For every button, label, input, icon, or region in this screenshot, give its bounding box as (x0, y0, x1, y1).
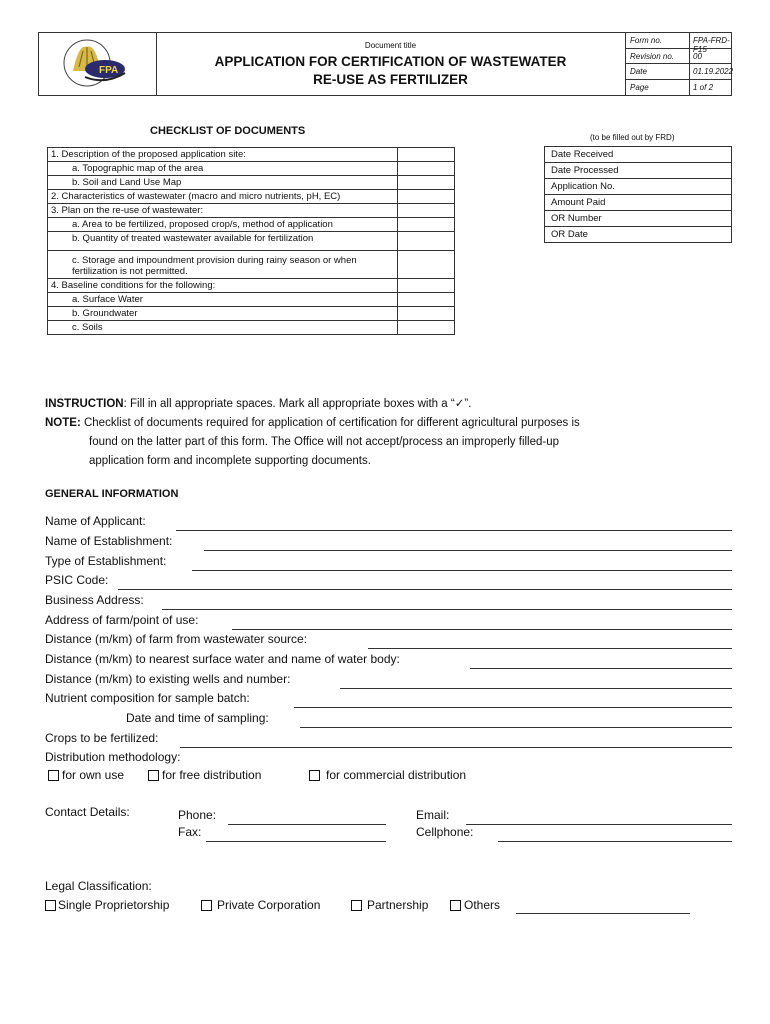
establishment-name-field[interactable] (204, 550, 732, 551)
contact-details-label: Contact Details: (45, 805, 130, 819)
nutrient-composition-label: Nutrient composition for sample batch: (45, 691, 250, 705)
nutrient-composition-field[interactable] (294, 707, 732, 708)
logo-cell (39, 33, 157, 95)
frd-or-date: OR Date (545, 227, 732, 243)
document-title (156, 53, 625, 89)
check-box[interactable] (398, 148, 455, 162)
note-line-1: Checklist of documents required for application of certification for different agricultural purposes is (83, 417, 580, 429)
distance-surface-water-label: Distance (m/km) to nearest surface water and name of water body: (45, 652, 400, 666)
legal-classification-label: Legal Classification: (45, 879, 152, 893)
legal-partnership-option[interactable]: Partnership (351, 898, 428, 912)
note-line-2: found on the latter part of this form. The Office will not accept/process an improperly filled-up (89, 436, 560, 448)
distance-surface-water-field[interactable] (470, 668, 732, 669)
distance-wastewater-label: Distance (m/km) of farm from wastewater source: (45, 632, 308, 646)
title-line-1: APPLICATION FOR CERTIFICATION OF WASTEWATER (214, 54, 567, 69)
table-row: a. Surface Water (48, 293, 455, 307)
establishment-type-label: Type of Establishment: (45, 554, 167, 568)
business-address-field[interactable] (162, 609, 732, 610)
farm-address-field[interactable] (232, 629, 732, 630)
crops-field[interactable] (180, 747, 732, 748)
private-corporation-checkbox[interactable] (201, 900, 212, 911)
sampling-datetime-field[interactable] (300, 727, 732, 728)
legal-private-corporation-option[interactable]: Private Corporation (201, 898, 320, 912)
legal-others-option[interactable]: Others (450, 898, 500, 912)
fax-label: Fax: (178, 825, 202, 839)
email-label: Email: (416, 808, 450, 822)
table-row: a. Topographic map of the area (48, 162, 455, 176)
table-row: 2. Characteristics of wastewater (macro and micro nutrients, pH, EC) (48, 190, 455, 204)
table-row: 4. Baseline conditions for the following: (48, 279, 455, 293)
single-proprietorship-checkbox[interactable] (45, 900, 56, 911)
meta-date: Date 01.19.2022 (625, 64, 731, 80)
check-box[interactable] (398, 321, 455, 335)
check-box[interactable] (398, 204, 455, 218)
check-box[interactable] (398, 218, 455, 232)
title-cell (156, 33, 626, 95)
frd-or-number: OR Number (545, 211, 732, 227)
distance-wells-label: Distance (m/km) to existing wells and number: (45, 672, 291, 686)
farm-address-label: Address of farm/point of use: (45, 613, 199, 627)
meta-form-no: Form no. FPA-FRD-F15 (625, 33, 731, 49)
establishment-name-label: Name of Establishment: (45, 534, 173, 548)
check-box[interactable] (398, 307, 455, 321)
frd-application-no: Application No. (545, 179, 732, 195)
crops-label: Crops to be fertilized: (45, 731, 159, 745)
frd-date-processed: Date Processed (545, 163, 732, 179)
form-meta (625, 33, 734, 95)
distribution-commercial-option[interactable]: for commercial distribution (309, 768, 466, 782)
distance-wells-field[interactable] (340, 688, 732, 689)
frd-amount-paid: Amount Paid (545, 195, 732, 211)
email-field[interactable] (466, 824, 732, 825)
general-information-title: GENERAL INFORMATION (45, 488, 179, 500)
distribution-methodology-label: Distribution methodology: (45, 750, 181, 764)
psic-code-field[interactable] (118, 589, 732, 590)
table-row: b. Groundwater (48, 307, 455, 321)
phone-field[interactable] (228, 824, 386, 825)
department-logo-icon (39, 33, 156, 95)
table-row: c. Soils (48, 321, 455, 335)
psic-code-label: PSIC Code: (45, 573, 109, 587)
establishment-type-field[interactable] (192, 570, 732, 571)
note-label: NOTE: (45, 417, 81, 429)
instruction-text: : Fill in all appropriate spaces. Mark all appropriate boxes with a “✓”. (123, 398, 472, 410)
partnership-checkbox[interactable] (351, 900, 362, 911)
meta-page: Page 1 of 2 (625, 80, 731, 96)
meta-revision-no: Revision no. 00 (625, 49, 731, 65)
instruction-block (45, 395, 727, 471)
checklist-table (47, 147, 455, 335)
table-row: a. Area to be fertilized, proposed crop/s, method of application (48, 218, 455, 232)
table-row: b. Quantity of treated wastewater available for fertilization (48, 232, 455, 251)
business-address-label: Business Address: (45, 593, 144, 607)
others-field[interactable] (516, 913, 690, 914)
phone-label: Phone: (178, 808, 217, 822)
check-box[interactable] (398, 279, 455, 293)
sampling-datetime-label: Date and time of sampling: (126, 711, 269, 725)
commercial-distribution-checkbox[interactable] (309, 770, 320, 781)
logo-text: FPA (99, 65, 119, 76)
title-line-2: RE-USE AS FERTILIZER (313, 72, 468, 87)
table-row: c. Storage and impoundment provision during rainy season or when fertilization is not permitted. (48, 251, 455, 279)
applicant-name-label: Name of Applicant: (45, 514, 146, 528)
others-checkbox[interactable] (450, 900, 461, 911)
distribution-free-option[interactable]: for free distribution (148, 768, 261, 782)
check-box[interactable] (398, 190, 455, 204)
frd-date-received: Date Received (545, 147, 732, 163)
fax-field[interactable] (206, 841, 386, 842)
free-distribution-checkbox[interactable] (148, 770, 159, 781)
instruction-label: INSTRUCTION (45, 398, 124, 410)
cellphone-field[interactable] (498, 841, 732, 842)
check-box[interactable] (398, 251, 455, 279)
distance-wastewater-field[interactable] (368, 648, 732, 649)
checklist-title: CHECKLIST OF DOCUMENTS (150, 125, 306, 137)
note-line-3: application form and incomplete supporting documents. (89, 455, 371, 467)
applicant-name-field[interactable] (176, 530, 732, 531)
document-title-label: Document title (364, 41, 417, 50)
frd-note: (to be filled out by FRD) (590, 133, 675, 142)
own-use-checkbox[interactable] (48, 770, 59, 781)
legal-single-proprietorship-option[interactable]: Single Proprietorship (45, 898, 169, 912)
table-row: b. Soil and Land Use Map (48, 176, 455, 190)
check-box[interactable] (398, 176, 455, 190)
cellphone-label: Cellphone: (416, 825, 474, 839)
document-header (38, 32, 732, 96)
check-box[interactable] (398, 293, 455, 307)
frd-table (544, 146, 732, 243)
table-row: 1. Description of the proposed application site: (48, 148, 455, 162)
check-box[interactable] (398, 162, 455, 176)
table-row: 3. Plan on the re-use of wastewater: (48, 204, 455, 218)
check-box[interactable] (398, 232, 455, 251)
distribution-own-use-option[interactable]: for own use (48, 768, 124, 782)
